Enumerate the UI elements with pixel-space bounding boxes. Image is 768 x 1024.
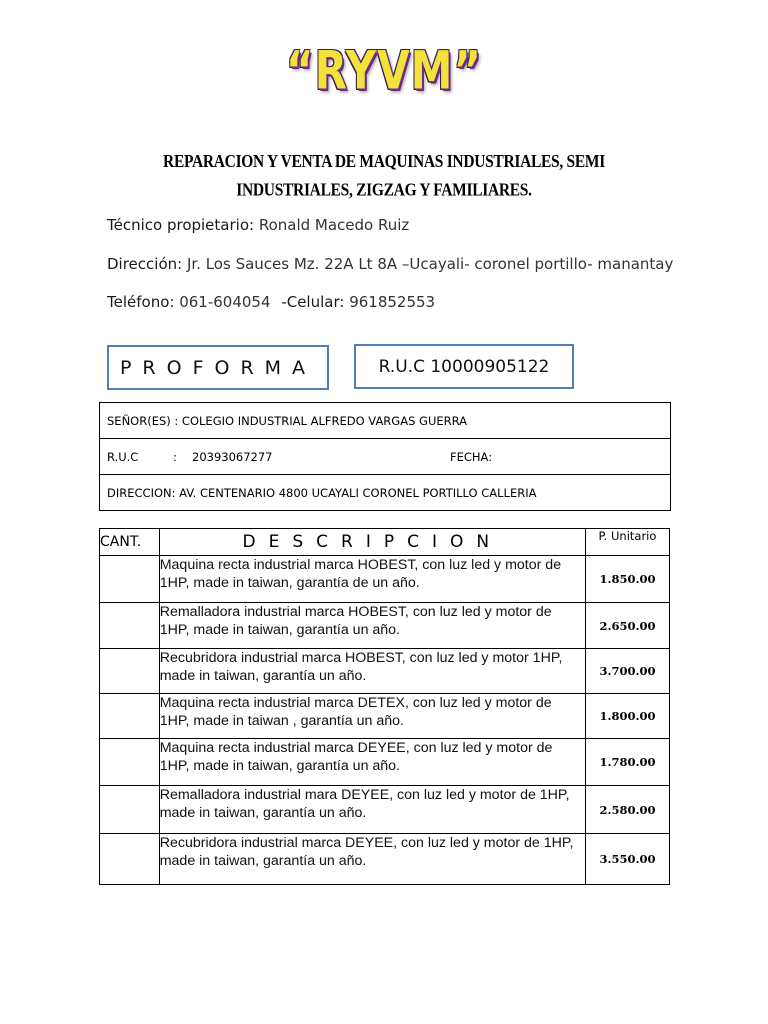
row-description: Remalladora industrial marca HOBEST, con luz led y motor de 1HP, made in taiwan, garantía un año.: [159, 603, 585, 649]
row-price: 2.650.00: [585, 603, 669, 649]
table-row: [100, 649, 670, 694]
row-description: Recubridora industrial marca HOBEST, con luz led y motor 1HP, made in taiwan, garantía un año.: [159, 649, 585, 694]
row-qty: [100, 834, 160, 885]
table-row: [100, 786, 670, 834]
row-qty: [100, 786, 160, 834]
row-description: Recubridora industrial marca DEYEE, con luz led y motor de 1HP, made in taiwan, garantía un año.: [159, 834, 585, 885]
proforma-badge: PROFORMA: [107, 345, 329, 390]
row-qty: [100, 603, 160, 649]
header-unit-price: P. Unitario: [585, 529, 669, 556]
client-ruc-row: [100, 438, 670, 474]
client-date-label: FECHA:: [450, 449, 493, 464]
table-row: [100, 603, 670, 649]
address-label: Dirección:: [107, 255, 183, 273]
ruc-badge: R.U.C 10000905122: [354, 344, 574, 389]
owner-label: Técnico propietario:: [107, 216, 255, 234]
table-row: [100, 556, 670, 603]
client-address-row: [100, 474, 670, 510]
client-ruc-label: R.U.C: [107, 449, 139, 464]
header-cant: CANT.: [100, 529, 160, 556]
client-name: SEÑOR(ES) : COLEGIO INDUSTRIAL ALFREDO VARGAS GUERRA: [107, 413, 468, 428]
owner-value: Ronald Macedo Ruiz: [258, 216, 410, 234]
client-name-row: [100, 403, 670, 438]
row-description: Maquina recta industrial marca DEYEE, con luz led y motor de 1HP, made in taiwan, garantía un año.: [159, 739, 585, 786]
row-qty: [100, 649, 160, 694]
table-row: [100, 694, 670, 739]
row-price: 1.850.00: [585, 556, 669, 603]
row-qty: [100, 739, 160, 786]
row-description: Maquina recta industrial marca DETEX, con luz led y motor de 1HP, made in taiwan , garantía un año.: [159, 694, 585, 739]
row-description: Remalladora industrial mara DEYEE, con luz led y motor de 1HP, made in taiwan, garantía un año.: [159, 786, 585, 834]
row-price: 1.780.00: [585, 739, 669, 786]
owner-line: [107, 216, 409, 234]
company-logo: “RYVM”: [286, 39, 482, 102]
cell-value: 961852553: [349, 293, 436, 311]
client-ruc-value: 20393067277: [192, 449, 273, 464]
client-box: [99, 402, 671, 511]
header-descripcion: DESCRIPCION: [159, 529, 585, 556]
phone-label: Teléfono:: [107, 293, 175, 311]
row-qty: [100, 556, 160, 603]
row-price: 1.800.00: [585, 694, 669, 739]
phone-value: 061-604054: [179, 293, 271, 311]
cell-label: -Celular:: [281, 293, 345, 311]
row-price: 2.580.00: [585, 786, 669, 834]
row-price: 3.700.00: [585, 649, 669, 694]
client-address: DIRECCION: AV. CENTENARIO 4800 UCAYALI CORONEL PORTILLO CALLERIA: [107, 485, 537, 500]
table-row: [100, 739, 670, 786]
table-row: [100, 834, 670, 885]
business-headline: REPARACION Y VENTA DE MAQUINAS INDUSTRIALES, SEMI INDUSTRIALES, ZIGZAG Y FAMILIARES.: [163, 151, 605, 201]
row-price: 3.550.00: [585, 834, 669, 885]
row-description: Maquina recta industrial marca HOBEST, con luz led y motor de 1HP, made in taiwan, garantía de un año.: [159, 556, 585, 603]
client-ruc-colon: :: [173, 449, 177, 464]
address-line: [107, 255, 673, 273]
items-table: [99, 528, 670, 885]
row-qty: [100, 694, 160, 739]
table-header-row: [100, 529, 670, 556]
address-value: Jr. Los Sauces Mz. 22A Lt 8A –Ucayali- coronel portillo- manantay: [186, 255, 674, 273]
phone-line: [107, 293, 435, 311]
